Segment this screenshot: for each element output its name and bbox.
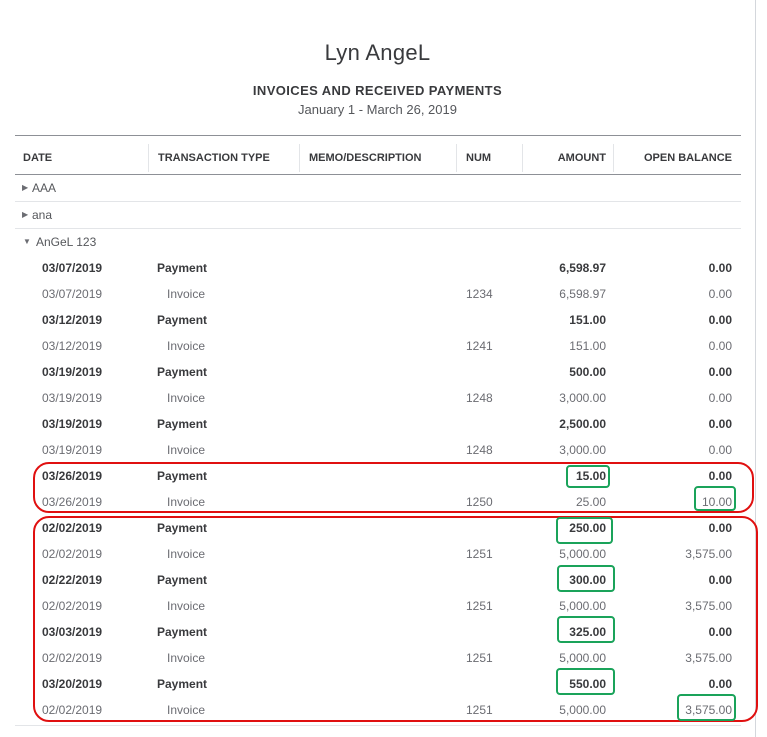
cell-num: 1234	[466, 287, 493, 301]
cell-transaction-type[interactable]: Payment	[157, 417, 208, 431]
column-header-transaction-type[interactable]: TRANSACTION TYPE	[158, 152, 270, 164]
annotation-green-box	[556, 668, 615, 695]
cell-open-balance: 3,575.00	[685, 599, 732, 613]
caret-right-icon[interactable]: ▶	[22, 210, 29, 219]
cell-amount: 2,500.00	[559, 417, 606, 431]
cell-date[interactable]: 02/02/2019	[42, 547, 103, 561]
cell-amount: 5,000.00	[559, 703, 606, 717]
column-divider[interactable]	[613, 144, 614, 172]
cell-amount: 500.00	[569, 365, 606, 379]
table-row[interactable]	[15, 437, 741, 463]
cell-amount: 5,000.00	[559, 651, 606, 665]
cell-num: 1248	[466, 443, 493, 457]
cell-transaction-type[interactable]: Invoice	[167, 339, 206, 353]
cell-num: 1241	[466, 339, 493, 353]
cell-num: 1251	[466, 703, 493, 717]
cell-transaction-type[interactable]: Invoice	[167, 599, 206, 613]
cell-date[interactable]: 02/02/2019	[42, 703, 103, 717]
cell-date[interactable]: 02/02/2019	[42, 521, 103, 535]
cell-date[interactable]: 03/26/2019	[42, 469, 103, 483]
cell-open-balance: 0.00	[708, 521, 732, 535]
cell-date[interactable]: 03/19/2019	[42, 391, 103, 405]
table-row[interactable]	[15, 385, 741, 411]
column-header-open-balance[interactable]: OPEN BALANCE	[643, 152, 732, 164]
group-row-ana[interactable]	[15, 202, 741, 229]
column-divider[interactable]	[299, 144, 300, 172]
cell-amount: 6,598.97	[559, 287, 606, 301]
table-bottom-divider	[15, 725, 741, 726]
table-row[interactable]	[15, 307, 741, 333]
cell-transaction-type[interactable]: Invoice	[167, 495, 206, 509]
cell-open-balance: 3,575.00	[685, 651, 732, 665]
table-row[interactable]	[15, 281, 741, 307]
cell-amount: 151.00	[569, 339, 606, 353]
cell-num: 1248	[466, 391, 493, 405]
cell-date[interactable]: 03/20/2019	[42, 677, 103, 691]
cell-transaction-type[interactable]: Invoice	[167, 547, 206, 561]
cell-transaction-type[interactable]: Payment	[157, 521, 208, 535]
annotation-red-box-small	[33, 462, 754, 513]
cell-open-balance: 0.00	[708, 417, 732, 431]
table-header	[15, 135, 741, 175]
annotation-green-box	[557, 565, 615, 592]
cell-open-balance: 10.00	[701, 495, 732, 509]
cell-amount: 325.00	[569, 625, 606, 639]
cell-transaction-type[interactable]: Payment	[157, 625, 208, 639]
cell-open-balance: 0.00	[708, 677, 732, 691]
cell-amount: 151.00	[569, 313, 606, 327]
report-title: INVOICES AND RECEIVED PAYMENTS	[252, 83, 503, 98]
cell-transaction-type[interactable]: Invoice	[167, 651, 206, 665]
annotation-green-box	[694, 486, 736, 511]
cell-num: 1251	[466, 651, 493, 665]
cell-amount: 5,000.00	[559, 599, 606, 613]
column-header-date[interactable]: DATE	[23, 152, 53, 164]
cell-open-balance: 0.00	[708, 391, 732, 405]
annotation-green-box	[677, 694, 736, 721]
cell-transaction-type[interactable]: Invoice	[167, 703, 206, 717]
cell-transaction-type[interactable]: Payment	[157, 573, 208, 587]
cell-amount: 5,000.00	[559, 547, 606, 561]
cell-open-balance: 0.00	[708, 313, 732, 327]
cell-open-balance: 0.00	[708, 443, 732, 457]
cell-open-balance: 0.00	[708, 261, 732, 275]
cell-amount: 15.00	[575, 469, 606, 483]
report-date-range: January 1 - March 26, 2019	[298, 102, 457, 117]
cell-date[interactable]: 03/12/2019	[42, 313, 103, 327]
table-row[interactable]	[15, 359, 741, 385]
cell-transaction-type[interactable]: Invoice	[167, 287, 206, 301]
cell-date[interactable]: 03/12/2019	[42, 339, 103, 353]
cell-amount: 6,598.97	[559, 261, 606, 275]
cell-open-balance: 0.00	[708, 339, 732, 353]
cell-num: 1251	[466, 599, 493, 613]
cell-open-balance: 3,575.00	[685, 547, 732, 561]
cell-date[interactable]: 03/03/2019	[42, 625, 103, 639]
group-label: AnGeL 123	[36, 235, 97, 249]
cell-open-balance: 0.00	[708, 625, 732, 639]
annotation-green-box	[566, 465, 610, 488]
cell-transaction-type[interactable]: Payment	[157, 365, 208, 379]
cell-date[interactable]: 02/02/2019	[42, 651, 103, 665]
group-row-angel-123[interactable]	[15, 229, 741, 255]
table-row[interactable]	[15, 411, 741, 437]
company-name: Lyn AngeL	[324, 40, 431, 65]
group-row-aaa[interactable]	[15, 175, 741, 202]
column-header-memo[interactable]: MEMO/DESCRIPTION	[309, 152, 422, 164]
cell-amount: 550.00	[569, 677, 606, 691]
cell-transaction-type[interactable]: Invoice	[167, 443, 206, 457]
cell-date[interactable]: 03/07/2019	[42, 261, 103, 275]
annotation-green-box	[557, 616, 615, 643]
cell-date[interactable]: 03/26/2019	[42, 495, 103, 509]
cell-date[interactable]: 03/19/2019	[42, 443, 103, 457]
annotation-green-box	[556, 517, 613, 544]
group-label: ana	[32, 208, 53, 222]
cell-num: 1251	[466, 547, 493, 561]
annotation-red-box-large	[33, 516, 758, 722]
table-row[interactable]	[15, 255, 741, 281]
cell-open-balance: 3,575.00	[685, 703, 732, 717]
cell-amount: 25.00	[575, 495, 606, 509]
cell-open-balance: 0.00	[708, 573, 732, 587]
cell-open-balance: 0.00	[708, 365, 732, 379]
cell-transaction-type[interactable]: Payment	[157, 313, 208, 327]
cell-transaction-type[interactable]: Payment	[157, 677, 208, 691]
cell-open-balance: 0.00	[708, 469, 732, 483]
cell-amount: 3,000.00	[559, 443, 606, 457]
cell-num: 1250	[466, 495, 493, 509]
cell-date[interactable]: 03/19/2019	[42, 365, 103, 379]
cell-transaction-type[interactable]: Payment	[157, 469, 208, 483]
group-label: AAA	[32, 181, 57, 195]
column-divider[interactable]	[148, 144, 149, 172]
table-row[interactable]	[15, 333, 741, 359]
cell-date[interactable]: 03/19/2019	[42, 417, 103, 431]
cell-date[interactable]: 03/07/2019	[42, 287, 103, 301]
caret-right-icon[interactable]: ▶	[22, 183, 29, 192]
cell-amount: 250.00	[569, 521, 606, 535]
cell-amount: 3,000.00	[559, 391, 606, 405]
cell-date[interactable]: 02/22/2019	[42, 573, 103, 587]
column-divider[interactable]	[522, 144, 523, 172]
caret-down-icon[interactable]: ▼	[23, 237, 31, 246]
cell-amount: 300.00	[569, 573, 606, 587]
column-divider[interactable]	[456, 144, 457, 172]
column-header-num[interactable]: NUM	[466, 152, 492, 164]
cell-transaction-type[interactable]: Payment	[157, 261, 208, 275]
cell-date[interactable]: 02/02/2019	[42, 599, 103, 613]
cell-transaction-type[interactable]: Invoice	[167, 391, 206, 405]
column-header-amount[interactable]: AMOUNT	[557, 152, 606, 164]
cell-open-balance: 0.00	[708, 287, 732, 301]
